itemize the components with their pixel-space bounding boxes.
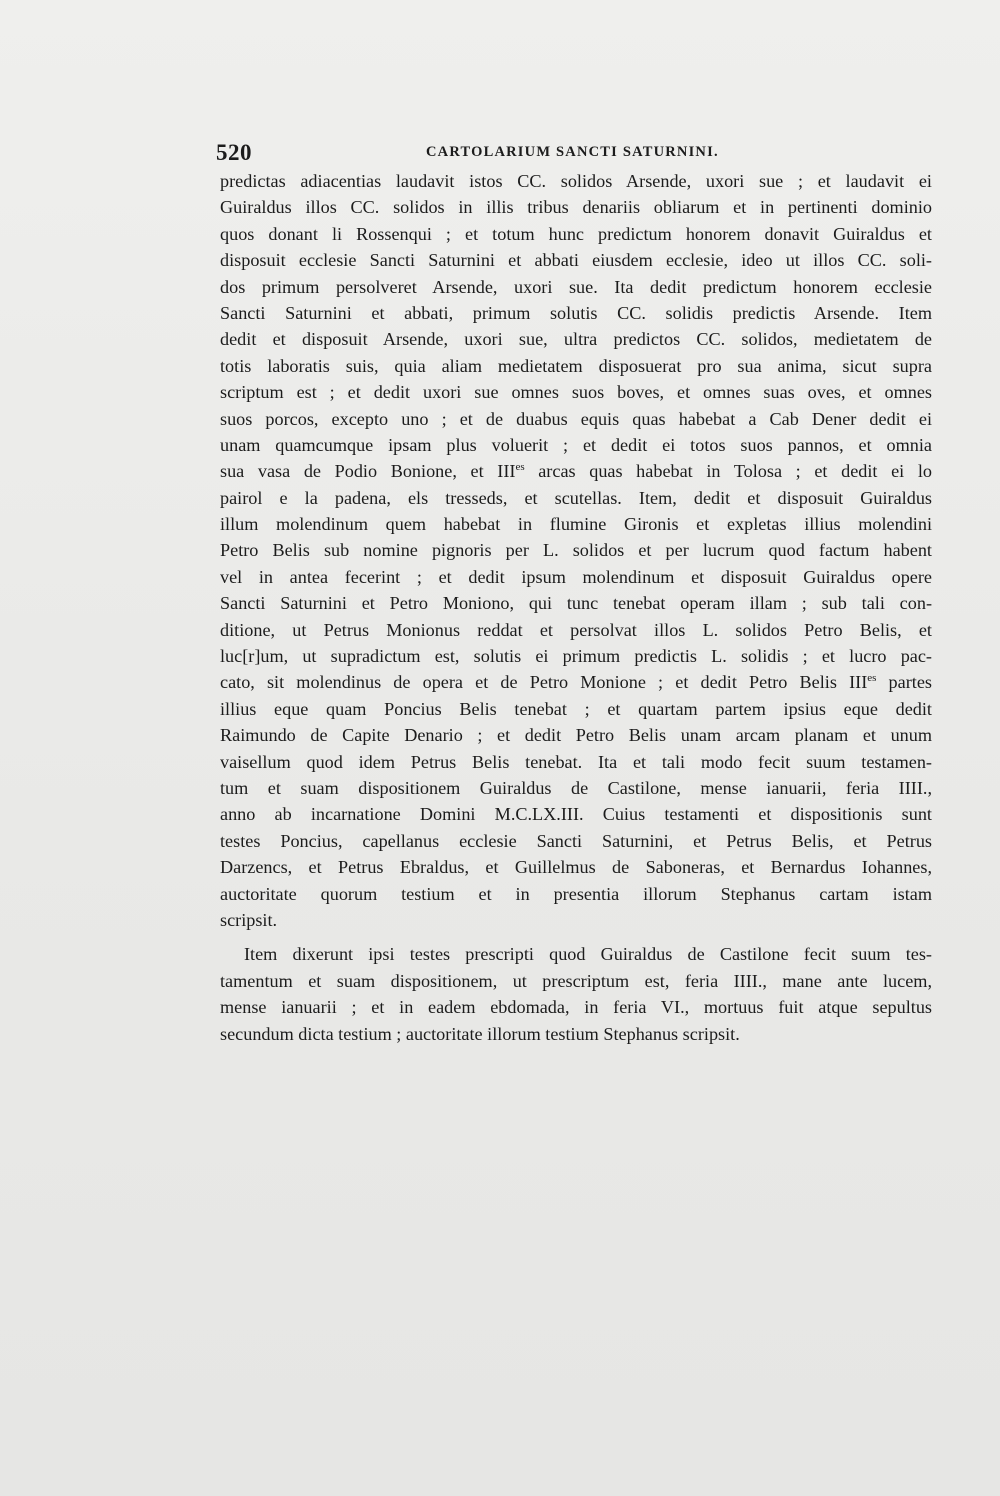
text-line: vel in antea fecerint ; et dedit ipsum molendinum et disposuit Guiraldus opere [220, 566, 932, 587]
text-line: Raimundo de Capite Denario ; et dedit Petro Belis unam arcam planam et unum [220, 725, 932, 746]
text-line: quos donant li Rossenqui ; et totum hunc predictum honorem donavit Guiraldus et [220, 223, 932, 244]
text-line: dedit et disposuit Arsende, uxori sue, ultra predictos CC. solidos, medietatem de [220, 329, 932, 350]
text-line: unam quamcumque ipsam plus voluerit ; et dedit ei totos suos pannos, et omnia [220, 434, 932, 455]
text-line: suos porcos, excepto uno ; et de duabus equis quas habebat a Cab Dener dedit ei [220, 408, 932, 429]
running-title: CARTOLARIUM SANCTI SATURNINI. [426, 144, 719, 160]
text-line: Petro Belis sub nomine pignoris per L. solidos et per lucrum quod factum habent [220, 540, 932, 561]
text-line: disposuit ecclesie Sancti Saturnini et abbati eiusdem ecclesie, ideo ut illos CC. soli- [220, 250, 932, 271]
text-line: tum et suam dispositionem Guiraldus de Castilone, mense ianuarii, feria IIII., [220, 777, 932, 798]
text-line: illius eque quam Poncius Belis tenebat ; et quartam partem ipsius eque dedit [220, 698, 932, 719]
text-line: testes Poncius, capellanus ecclesie Sancti Saturnini, et Petrus Belis, et Petrus [220, 830, 932, 851]
text-line: dos primum persolveret Arsende, uxori sue. Ita dedit predictum honorem ecclesie [220, 276, 932, 297]
text-line: secundum dicta testium ; auctoritate illorum testium Stephanus scripsit. [220, 1023, 740, 1044]
text-line: scriptum est ; et dedit uxori sue omnes suos boves, et omnes suas oves, et omnes [220, 382, 932, 403]
text-line: illum molendinum quem habebat in flumine Gironis et expletas illius molendini [220, 514, 932, 535]
page-number: 520 [216, 140, 252, 165]
text-line: predictas adiacentias laudavit istos CC. solidos Arsende, uxori sue ; et laudavit ei [220, 171, 932, 191]
text-line: totis laboratis suis, quia aliam medietatem disposuerat pro sua anima, sicut supra [220, 355, 932, 376]
text-line: Guiraldus illos CC. solidos in illis tribus denariis obliarum et in pertinenti dominio [220, 197, 932, 218]
text-line: Sancti Saturnini et Petro Moniono, qui tunc tenebat operam illam ; sub tali con- [220, 593, 932, 614]
text-line: luc[r]um, ut supradictum est, solutis ei primum predictis L. solidis ; et lucro pac- [220, 646, 932, 667]
text-line: pairol e la padena, els tresseds, et scutellas. Item, dedit et disposuit Guiraldus [220, 487, 932, 508]
text-line: mense ianuarii ; et in eadem ebdomada, in feria VI., mortuus fuit atque sepultus [220, 997, 932, 1018]
page-header [216, 140, 736, 168]
text-line: tamentum et suam dispositionem, ut prescriptum est, feria IIII., mane ante lucem, [220, 970, 932, 991]
text-line: cato, sit molendinus de opera et de Petro Monione ; et dedit Petro Belis $III^{es}$ partes [220, 672, 932, 693]
text-line: Darzencs, et Petrus Ebraldus, et Guillelmus de Saboneras, et Bernardus Iohannes, [220, 857, 932, 878]
text-line: Sancti Saturnini et abbati, primum solutis CC. solidis predictis Arsende. Item [220, 302, 932, 323]
text-line: scripsit. [220, 909, 278, 930]
body-text [220, 168, 932, 1047]
text-line: Item dixerunt ipsi testes prescripti quod Guiraldus de Castilone fecit suum tes- [244, 944, 932, 965]
text-line: ditione, ut Petrus Monionus reddat et persolvat illos L. solidos Petro Belis, et [220, 619, 932, 640]
text-line: anno ab incarnatione Domini M.C.LX.III. Cuius testamenti et dispositionis sunt [220, 804, 932, 825]
text-line: auctoritate quorum testium et in presentia illorum Stephanus cartam istam [220, 883, 932, 904]
text-line: sua vasa de Podio Bonione, et $III^{es}$ arcas quas habebat in Tolosa ; et dedit ei lo [220, 461, 933, 482]
text-line: vaisellum quod idem Petrus Belis tenebat. Ita et tali modo fecit suum testamen- [220, 751, 932, 772]
paragraph-testament [220, 168, 932, 933]
paragraph-witnesses [220, 941, 932, 1047]
